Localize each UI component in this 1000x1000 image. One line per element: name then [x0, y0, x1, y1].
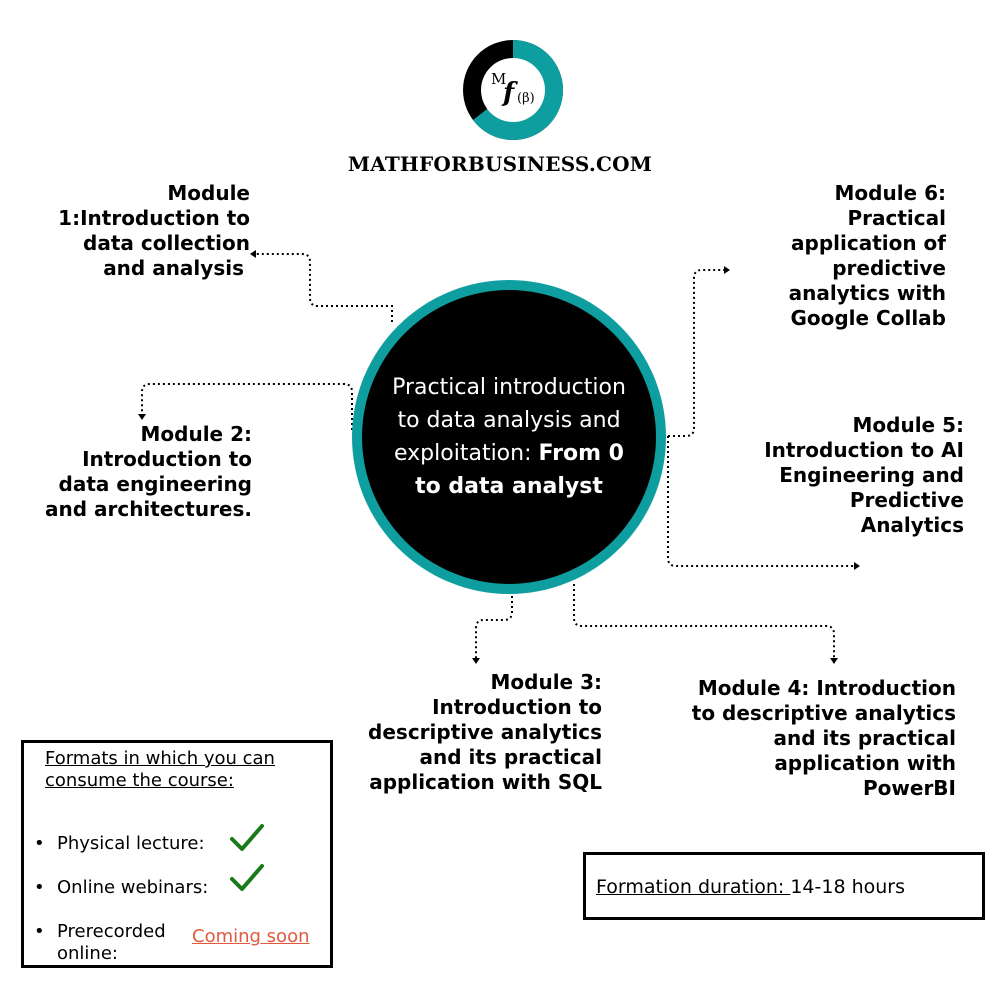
module-4-label: [660, 676, 956, 801]
module-3-line: and its practical: [419, 745, 602, 769]
arrowhead-module-5: [854, 562, 860, 570]
arrowhead-module-3: [472, 658, 480, 664]
arrowhead-module-4: [830, 658, 838, 664]
format-label: Online webinars:: [57, 877, 209, 898]
formats-title: Formats in which you can consume the course:: [45, 748, 275, 791]
central-topic-circle: [352, 280, 666, 594]
module-6-line: analytics with: [788, 281, 946, 305]
module-4-line: and its practical: [773, 726, 956, 750]
duration-row: [596, 875, 905, 899]
module-5-line: Predictive: [849, 488, 964, 512]
module-3-line: Module 3:: [490, 670, 602, 694]
bullet-icon: •: [34, 877, 45, 898]
connector-module-6: [668, 270, 726, 436]
format-label: Physical lecture:: [57, 833, 205, 854]
duration-value: 14-18 hours: [790, 876, 906, 898]
brand-name: MATHFORBUSINESS.COM: [347, 152, 653, 176]
logo: [461, 38, 565, 142]
module-6-line: Module 6:: [834, 181, 946, 205]
module-1-line: data collection: [83, 231, 250, 255]
bullet-icon: •: [34, 833, 45, 854]
module-4-line: Module 4: Introduction: [697, 676, 956, 700]
module-5-line: Analytics: [860, 513, 964, 537]
module-6-label: [740, 181, 946, 331]
module-2-line: Introduction to: [82, 447, 252, 471]
module-1-line: 1:Introduction to: [58, 206, 250, 230]
duration-box: [583, 852, 985, 920]
module-3-line: descriptive analytics: [368, 720, 602, 744]
module-4-line: application with: [774, 751, 956, 775]
connector-module-3: [476, 596, 512, 660]
module-6-line: Practical: [847, 206, 946, 230]
format-label: Prerecorded online:: [57, 921, 166, 964]
module-2-line: data engineering: [58, 472, 252, 496]
coming-soon-link[interactable]: Coming soon: [192, 926, 310, 947]
svg-text:f: f: [503, 78, 515, 108]
module-1-line: Module: [167, 181, 250, 205]
connector-module-1: [254, 254, 392, 322]
central-topic-regular: Practical introduction to data analysis and exploitation:: [392, 375, 626, 466]
module-5-line: Module 5:: [852, 413, 964, 437]
module-6-line: Google Collab: [790, 306, 946, 330]
module-5-label: [740, 413, 964, 538]
module-3-line: application with SQL: [369, 770, 602, 794]
module-2-line: and architectures.: [44, 497, 252, 521]
module-3-label: [340, 670, 602, 795]
module-4-line: to descriptive analytics: [691, 701, 956, 725]
module-6-line: predictive: [832, 256, 946, 280]
module-6-line: application of: [791, 231, 946, 255]
central-topic-bold: From 0 to data analyst: [415, 441, 624, 499]
arrowhead-module-1: [250, 250, 256, 258]
logo-mark: [461, 38, 565, 142]
module-1-label: [30, 181, 250, 281]
connector-module-4: [574, 584, 834, 660]
arrowhead-module-2: [138, 414, 146, 420]
central-topic-text: [389, 371, 629, 503]
formats-box: [21, 740, 333, 968]
module-4-line: PowerBI: [863, 776, 956, 800]
module-3-line: Introduction to: [432, 695, 602, 719]
svg-text:M: M: [491, 70, 507, 88]
duration-label: Formation duration:: [596, 876, 791, 898]
checkmark-icon: [229, 863, 265, 893]
module-5-line: Engineering and: [779, 463, 964, 487]
module-2-line: Module 2:: [140, 422, 252, 446]
module-5-line: Introduction to AI: [764, 438, 964, 462]
module-1-line: and analysis: [103, 256, 244, 280]
bullet-icon: •: [34, 921, 45, 942]
svg-text:(β): (β): [517, 91, 535, 106]
arrowhead-module-6: [724, 266, 730, 274]
module-2-label: [10, 422, 252, 522]
checkmark-icon: [229, 823, 265, 853]
